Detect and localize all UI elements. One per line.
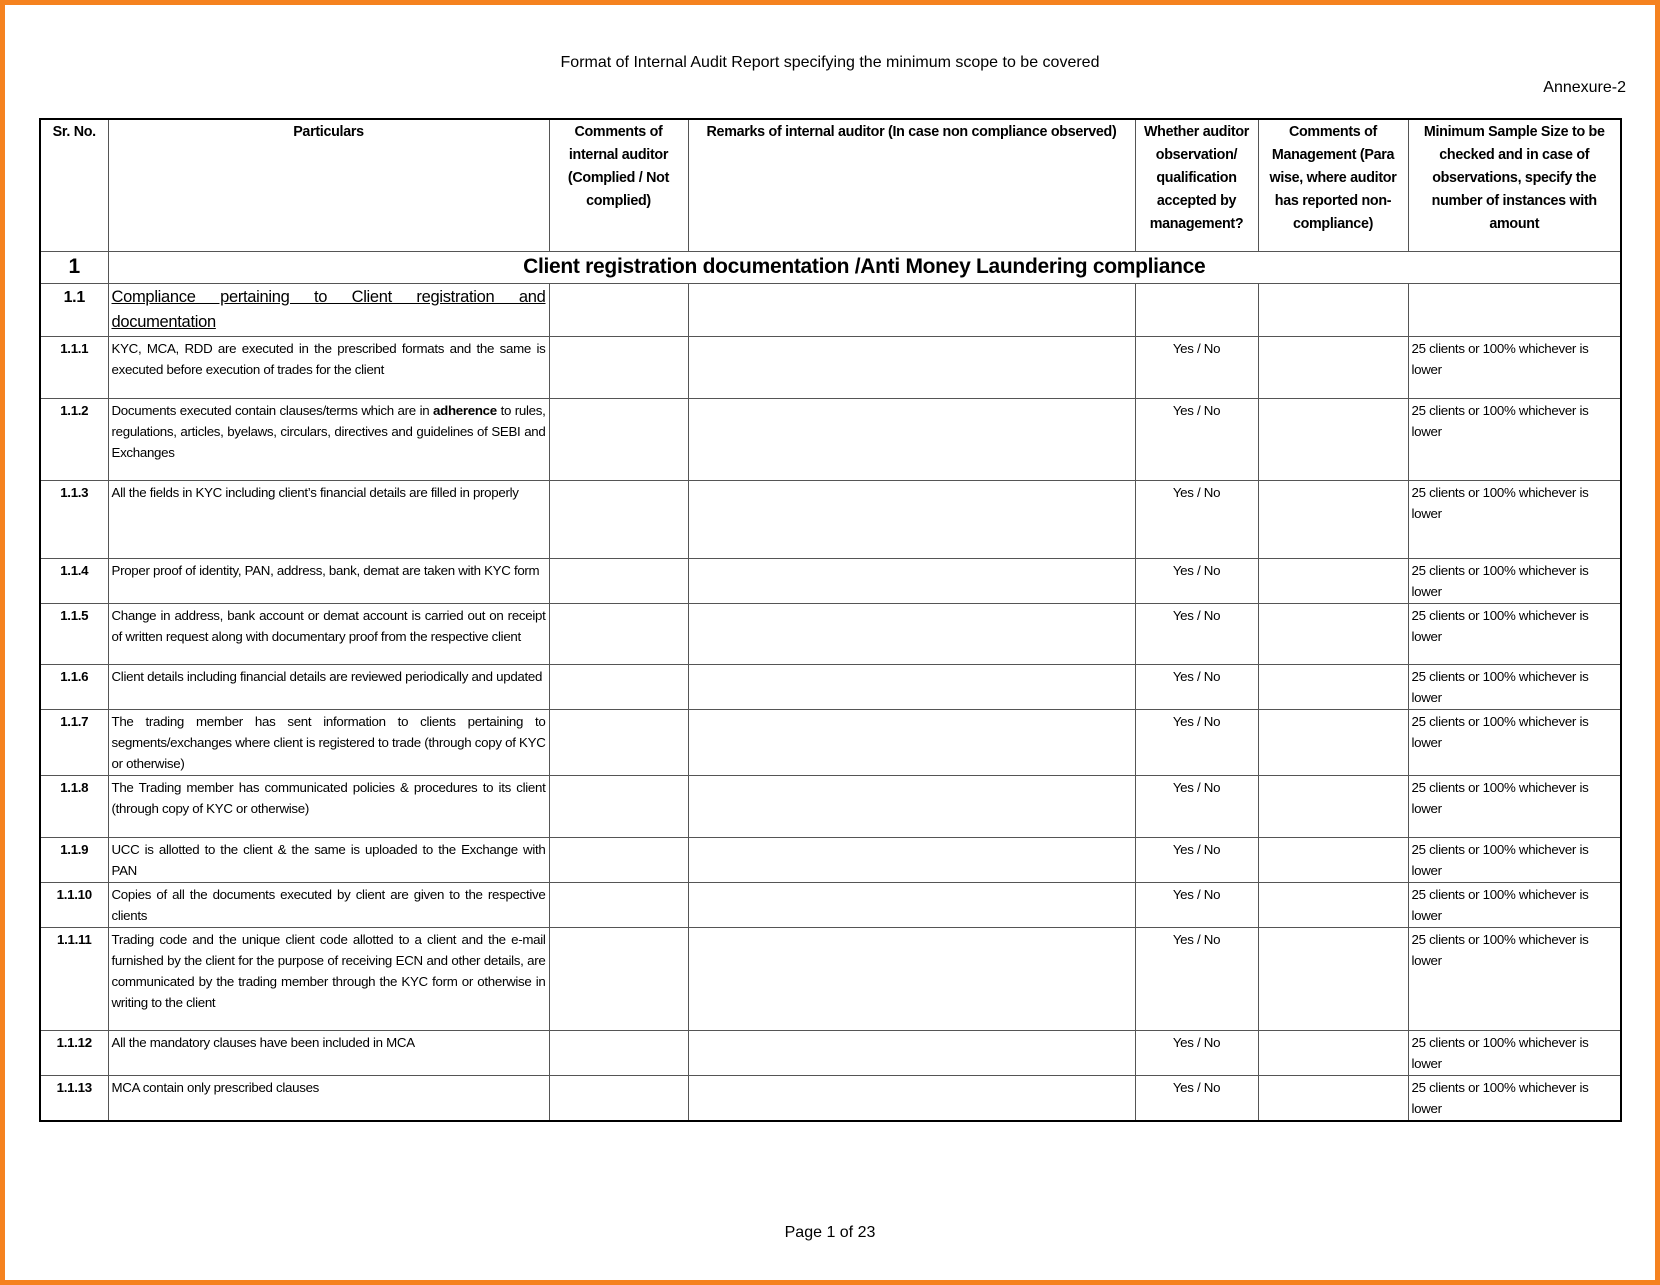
accepted-cell: Yes / No: [1135, 927, 1258, 1030]
document-title: Format of Internal Audit Report specifying the minimum scope to be covered: [560, 54, 1100, 71]
management-comments-cell[interactable]: [1258, 398, 1408, 480]
auditor-comments-cell[interactable]: [549, 837, 688, 882]
header-sr-no: Sr. No.: [40, 119, 108, 251]
table-row: [40, 664, 1621, 709]
accepted-cell: Yes / No: [1135, 709, 1258, 775]
sr-no-cell: 1.1.7: [40, 709, 108, 775]
annexure-label: Annexure-2: [1543, 79, 1626, 96]
particulars-cell: Change in address, bank account or demat account is carried out on receipt of written request along with documentary proof from the respective client: [108, 603, 549, 664]
auditor-remarks-cell[interactable]: [688, 882, 1135, 927]
sample-size-cell: 25 clients or 100% whichever is lower: [1408, 882, 1621, 927]
table-row: [40, 336, 1621, 398]
particulars-cell: UCC is allotted to the client & the same is uploaded to the Exchange with PAN: [108, 837, 549, 882]
sample-size-cell: 25 clients or 100% whichever is lower: [1408, 927, 1621, 1030]
section-row: [40, 251, 1621, 283]
subsection-row: [40, 283, 1621, 336]
particulars-cell: Proper proof of identity, PAN, address, bank, demat are taken with KYC form: [108, 558, 549, 603]
section-title: Client registration documentation /Anti Money Laundering compliance: [108, 251, 1621, 283]
sample-size-cell: 25 clients or 100% whichever is lower: [1408, 709, 1621, 775]
sample-size-cell: 25 clients or 100% whichever is lower: [1408, 1075, 1621, 1121]
management-comments-cell[interactable]: [1258, 1075, 1408, 1121]
accepted-cell: Yes / No: [1135, 603, 1258, 664]
auditor-comments-cell[interactable]: [549, 927, 688, 1030]
table-row: [40, 603, 1621, 664]
auditor-comments-cell[interactable]: [549, 1075, 688, 1121]
management-comments-cell[interactable]: [1258, 709, 1408, 775]
auditor-remarks-cell[interactable]: [688, 927, 1135, 1030]
header-row: [40, 119, 1621, 251]
auditor-comments-cell[interactable]: [549, 603, 688, 664]
table-row: [40, 1030, 1621, 1075]
sr-no-cell: 1.1.13: [40, 1075, 108, 1121]
particulars-cell: Copies of all the documents executed by client are given to the respective clients: [108, 882, 549, 927]
particulars-cell: Client details including financial details are reviewed periodically and updated: [108, 664, 549, 709]
auditor-remarks-cell[interactable]: [688, 558, 1135, 603]
management-comments-cell[interactable]: [1258, 664, 1408, 709]
auditor-remarks-cell[interactable]: [688, 1030, 1135, 1075]
table-row: [40, 837, 1621, 882]
auditor-remarks-cell[interactable]: [688, 336, 1135, 398]
cell: [549, 283, 688, 336]
management-comments-cell[interactable]: [1258, 927, 1408, 1030]
particulars-cell: All the fields in KYC including client’s financial details are filled in properly: [108, 480, 549, 558]
sr-no-cell: 1.1.11: [40, 927, 108, 1030]
auditor-comments-cell[interactable]: [549, 709, 688, 775]
table-row: [40, 709, 1621, 775]
sample-size-cell: 25 clients or 100% whichever is lower: [1408, 837, 1621, 882]
accepted-cell: Yes / No: [1135, 336, 1258, 398]
particulars-cell: The trading member has sent information to clients pertaining to segments/exchanges where client is registered to trade (through copy of KYC or otherwise): [108, 709, 549, 775]
sr-no-cell: 1.1.5: [40, 603, 108, 664]
section-number: 1: [40, 251, 108, 283]
sample-size-cell: 25 clients or 100% whichever is lower: [1408, 603, 1621, 664]
accepted-cell: Yes / No: [1135, 775, 1258, 837]
auditor-comments-cell[interactable]: [549, 775, 688, 837]
subsection-title: Compliance pertaining to Client registration and documentation: [108, 283, 549, 336]
auditor-remarks-cell[interactable]: [688, 398, 1135, 480]
auditor-comments-cell[interactable]: [549, 664, 688, 709]
accepted-cell: Yes / No: [1135, 837, 1258, 882]
particulars-cell: Documents executed contain clauses/terms which are in adherence to rules, regulations, articles, byelaws, circulars, directives and guidelines of SEBI and Exchanges: [108, 398, 549, 480]
sample-size-cell: 25 clients or 100% whichever is lower: [1408, 398, 1621, 480]
sample-size-cell: 25 clients or 100% whichever is lower: [1408, 480, 1621, 558]
table-row: [40, 882, 1621, 927]
table-row: [40, 558, 1621, 603]
auditor-remarks-cell[interactable]: [688, 775, 1135, 837]
accepted-cell: Yes / No: [1135, 480, 1258, 558]
subsection-number: 1.1: [40, 283, 108, 336]
cell: [1258, 283, 1408, 336]
auditor-comments-cell[interactable]: [549, 1030, 688, 1075]
sr-no-cell: 1.1.3: [40, 480, 108, 558]
sr-no-cell: 1.1.6: [40, 664, 108, 709]
management-comments-cell[interactable]: [1258, 558, 1408, 603]
cell: [1135, 283, 1258, 336]
auditor-remarks-cell[interactable]: [688, 1075, 1135, 1121]
particulars-cell: Trading code and the unique client code allotted to a client and the e-mail furnished by the client for the purpose of receiving ECN and other details, are communicated by the trading member through the KYC form or otherwise in writing to the client: [108, 927, 549, 1030]
sample-size-cell: 25 clients or 100% whichever is lower: [1408, 775, 1621, 837]
management-comments-cell[interactable]: [1258, 775, 1408, 837]
header-auditor-remarks: Remarks of internal auditor (In case non compliance observed): [688, 119, 1135, 251]
header-sample-size: Minimum Sample Size to be checked and in case of observations, specify the number of instances with amount: [1408, 119, 1621, 251]
accepted-cell: Yes / No: [1135, 882, 1258, 927]
table-row: [40, 927, 1621, 1030]
table-row: [40, 398, 1621, 480]
auditor-remarks-cell[interactable]: [688, 709, 1135, 775]
table-row: [40, 480, 1621, 558]
sample-size-cell: 25 clients or 100% whichever is lower: [1408, 1030, 1621, 1075]
management-comments-cell[interactable]: [1258, 336, 1408, 398]
accepted-cell: Yes / No: [1135, 398, 1258, 480]
auditor-comments-cell[interactable]: [549, 882, 688, 927]
sr-no-cell: 1.1.8: [40, 775, 108, 837]
sample-size-cell: 25 clients or 100% whichever is lower: [1408, 664, 1621, 709]
auditor-remarks-cell[interactable]: [688, 480, 1135, 558]
management-comments-cell[interactable]: [1258, 837, 1408, 882]
management-comments-cell[interactable]: [1258, 1030, 1408, 1075]
auditor-remarks-cell[interactable]: [688, 837, 1135, 882]
header-accepted: Whether auditor observation/ qualification accepted by management?: [1135, 119, 1258, 251]
auditor-comments-cell[interactable]: [549, 480, 688, 558]
sr-no-cell: 1.1.9: [40, 837, 108, 882]
accepted-cell: Yes / No: [1135, 558, 1258, 603]
cell: [1408, 283, 1621, 336]
sr-no-cell: 1.1.10: [40, 882, 108, 927]
accepted-cell: Yes / No: [1135, 1030, 1258, 1075]
accepted-cell: Yes / No: [1135, 1075, 1258, 1121]
header-particulars: Particulars: [108, 119, 549, 251]
header-auditor-comments: Comments of internal auditor (Complied / Not complied): [549, 119, 688, 251]
table-row: [40, 1075, 1621, 1121]
particulars-cell: KYC, MCA, RDD are executed in the prescribed formats and the same is executed before execution of trades for the client: [108, 336, 549, 398]
sr-no-cell: 1.1.4: [40, 558, 108, 603]
auditor-comments-cell[interactable]: [549, 558, 688, 603]
sample-size-cell: 25 clients or 100% whichever is lower: [1408, 558, 1621, 603]
auditor-comments-cell[interactable]: [549, 398, 688, 480]
management-comments-cell[interactable]: [1258, 882, 1408, 927]
accepted-cell: Yes / No: [1135, 664, 1258, 709]
particulars-cell: All the mandatory clauses have been included in MCA: [108, 1030, 549, 1075]
sample-size-cell: 25 clients or 100% whichever is lower: [1408, 336, 1621, 398]
audit-table: [39, 118, 1622, 1122]
sr-no-cell: 1.1.1: [40, 336, 108, 398]
cell: [688, 283, 1135, 336]
page-number: Page 1 of 23: [784, 1224, 876, 1241]
sr-no-cell: 1.1.12: [40, 1030, 108, 1075]
auditor-comments-cell[interactable]: [549, 336, 688, 398]
auditor-remarks-cell[interactable]: [688, 603, 1135, 664]
management-comments-cell[interactable]: [1258, 603, 1408, 664]
sr-no-cell: 1.1.2: [40, 398, 108, 480]
management-comments-cell[interactable]: [1258, 480, 1408, 558]
auditor-remarks-cell[interactable]: [688, 664, 1135, 709]
particulars-cell: The Trading member has communicated policies & procedures to its client (through copy of KYC or otherwise): [108, 775, 549, 837]
header-management-comments: Comments of Management (Para wise, where auditor has reported non-compliance): [1258, 119, 1408, 251]
particulars-cell: MCA contain only prescribed clauses: [108, 1075, 549, 1121]
table-row: [40, 775, 1621, 837]
